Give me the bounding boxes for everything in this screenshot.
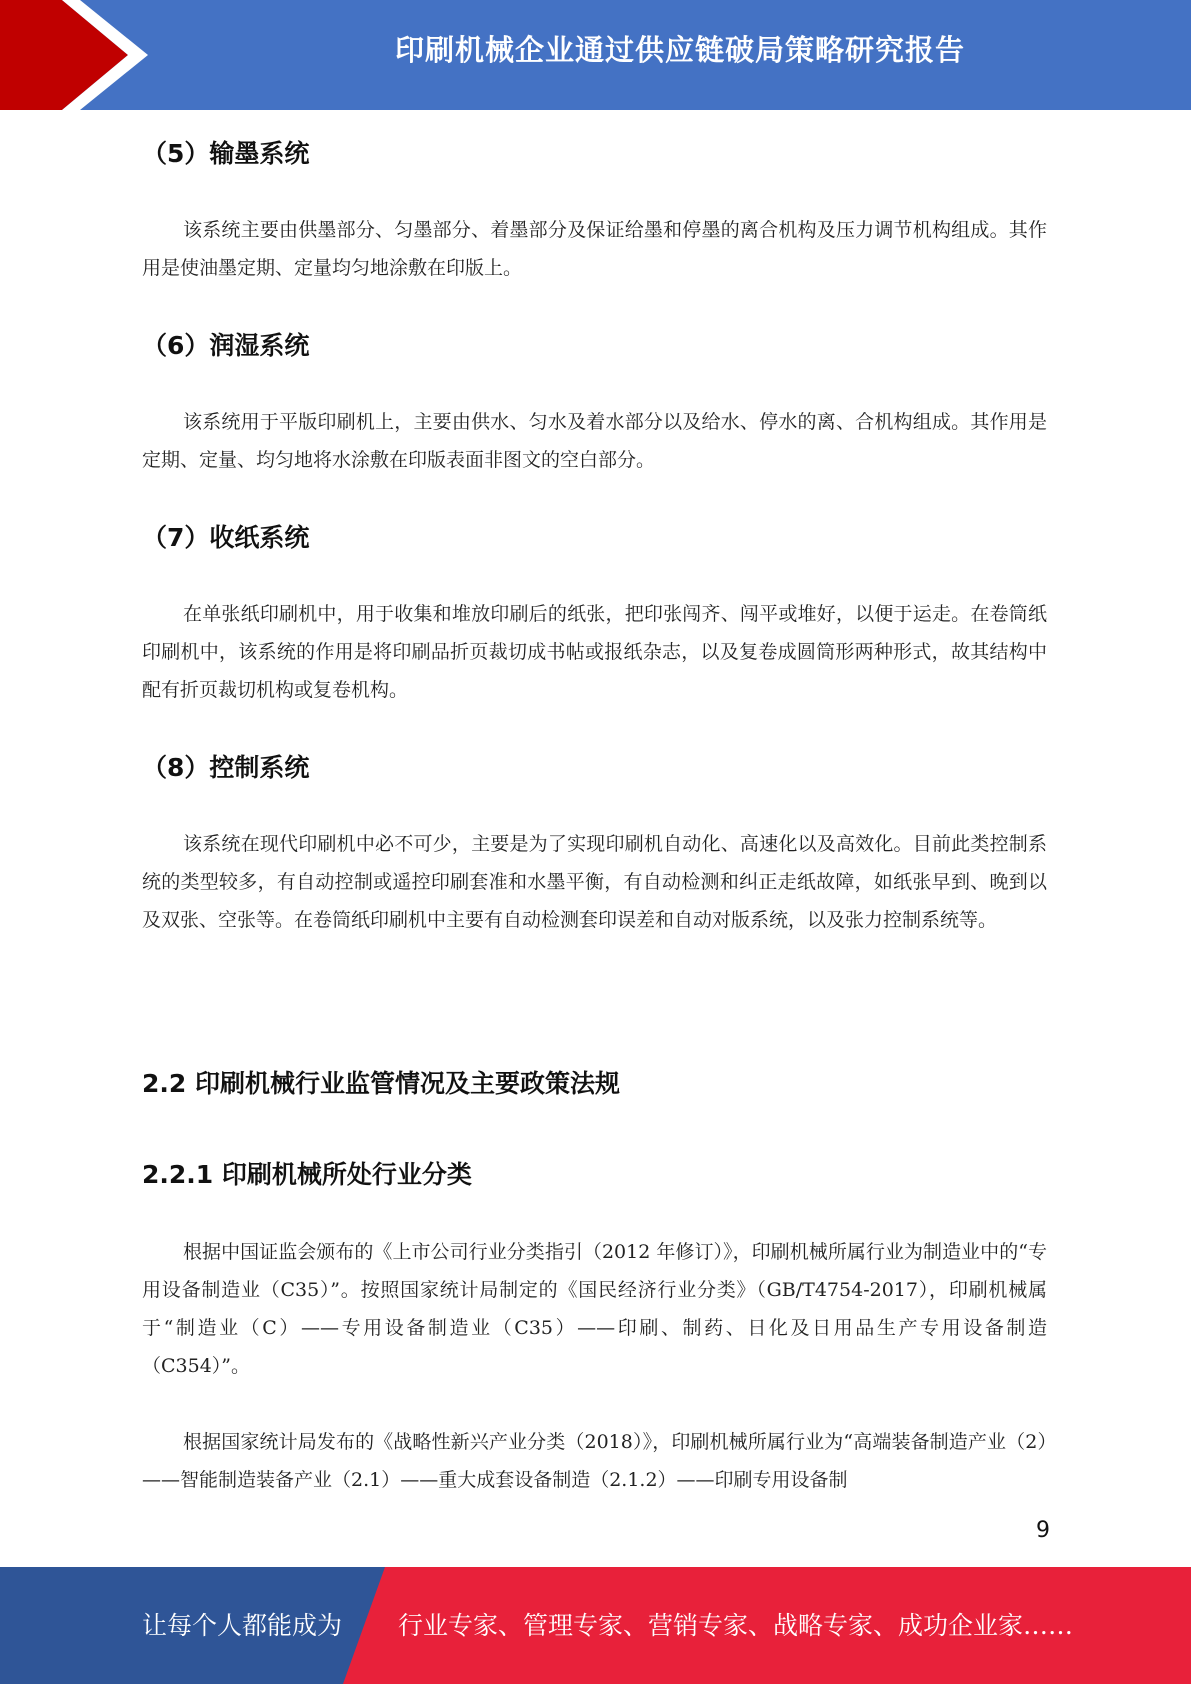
page-number: 9 (1036, 1518, 1050, 1543)
section-heading-control-system: （8）控制系统 (142, 753, 310, 782)
paragraph-industry-classification-1: 根据中国证监会颁布的《上市公司行业分类指引（2012 年修订）》，印刷机械所属行业为制造业中的“专用设备制造业（C35）”。按照国家统计局制定的《国民经济行业分类》（GB/T4754-2017），印刷机械属于“制造业（C）——专用设备制造业（C35）——印刷、制药、日化及日用品生产专用设备制造（C354）”。 (142, 1241, 1047, 1377)
footer-slogan-left: 让每个人都能成为 (142, 1611, 343, 1640)
footer-slogan-right: 行业专家、管理专家、营销专家、战略专家、成功企业家…… (398, 1611, 1074, 1640)
section-heading-2-2-1: 2.2.1 印刷机械所处行业分类 (142, 1160, 472, 1189)
paragraph-delivery-system: 在单张纸印刷机中，用于收集和堆放印刷后的纸张，把印张闯齐、闯平或堆好，以便于运走。在卷筒纸印刷机中，该系统的作用是将印刷品折页裁切成书帖或报纸杂志，以及复卷成圆筒形两种形式，故其结构中配有折页裁切机构或复卷机构。 (142, 603, 1047, 701)
section-heading-2-2: 2.2 印刷机械行业监管情况及主要政策法规 (142, 1069, 620, 1098)
paragraph-industry-classification-2: 根据国家统计局发布的《战略性新兴产业分类（2018）》，印刷机械所属行业为“高端装备制造产业（2）——智能制造装备产业（2.1）——重大成套设备制造（2.1.2）——印刷专用设备制 (142, 1431, 1047, 1491)
section-heading-delivery-system: （7）收纸系统 (142, 523, 310, 552)
report-title: 印刷机械企业通过供应链破局策略研究报告 (394, 33, 965, 67)
page-footer (0, 1567, 1191, 1684)
page-header (0, 0, 1191, 110)
section-heading-dampening-system: （6）润湿系统 (142, 331, 310, 360)
paragraph-dampening-system: 该系统用于平版印刷机上，主要由供水、匀水及着水部分以及给水、停水的离、合机构组成。其作用是定期、定量、均匀地将水涂敷在印版表面非图文的空白部分。 (142, 411, 1047, 471)
paragraph-ink-system: 该系统主要由供墨部分、匀墨部分、着墨部分及保证给墨和停墨的离合机构及压力调节机构组成。其作用是使油墨定期、定量均匀地涂敷在印版上。 (142, 219, 1047, 279)
header-arrow-decoration (0, 0, 160, 110)
paragraph-control-system: 该系统在现代印刷机中必不可少，主要是为了实现印刷机自动化、高速化以及高效化。目前此类控制系统的类型较多，有自动控制或遥控印刷套准和水墨平衡，有自动检测和纠正走纸故障，如纸张早到、晚到以及双张、空张等。在卷筒纸印刷机中主要有自动检测套印误差和自动对版系统，以及张力控制系统等。 (142, 833, 1047, 931)
section-heading-ink-system: （5）输墨系统 (142, 139, 310, 168)
